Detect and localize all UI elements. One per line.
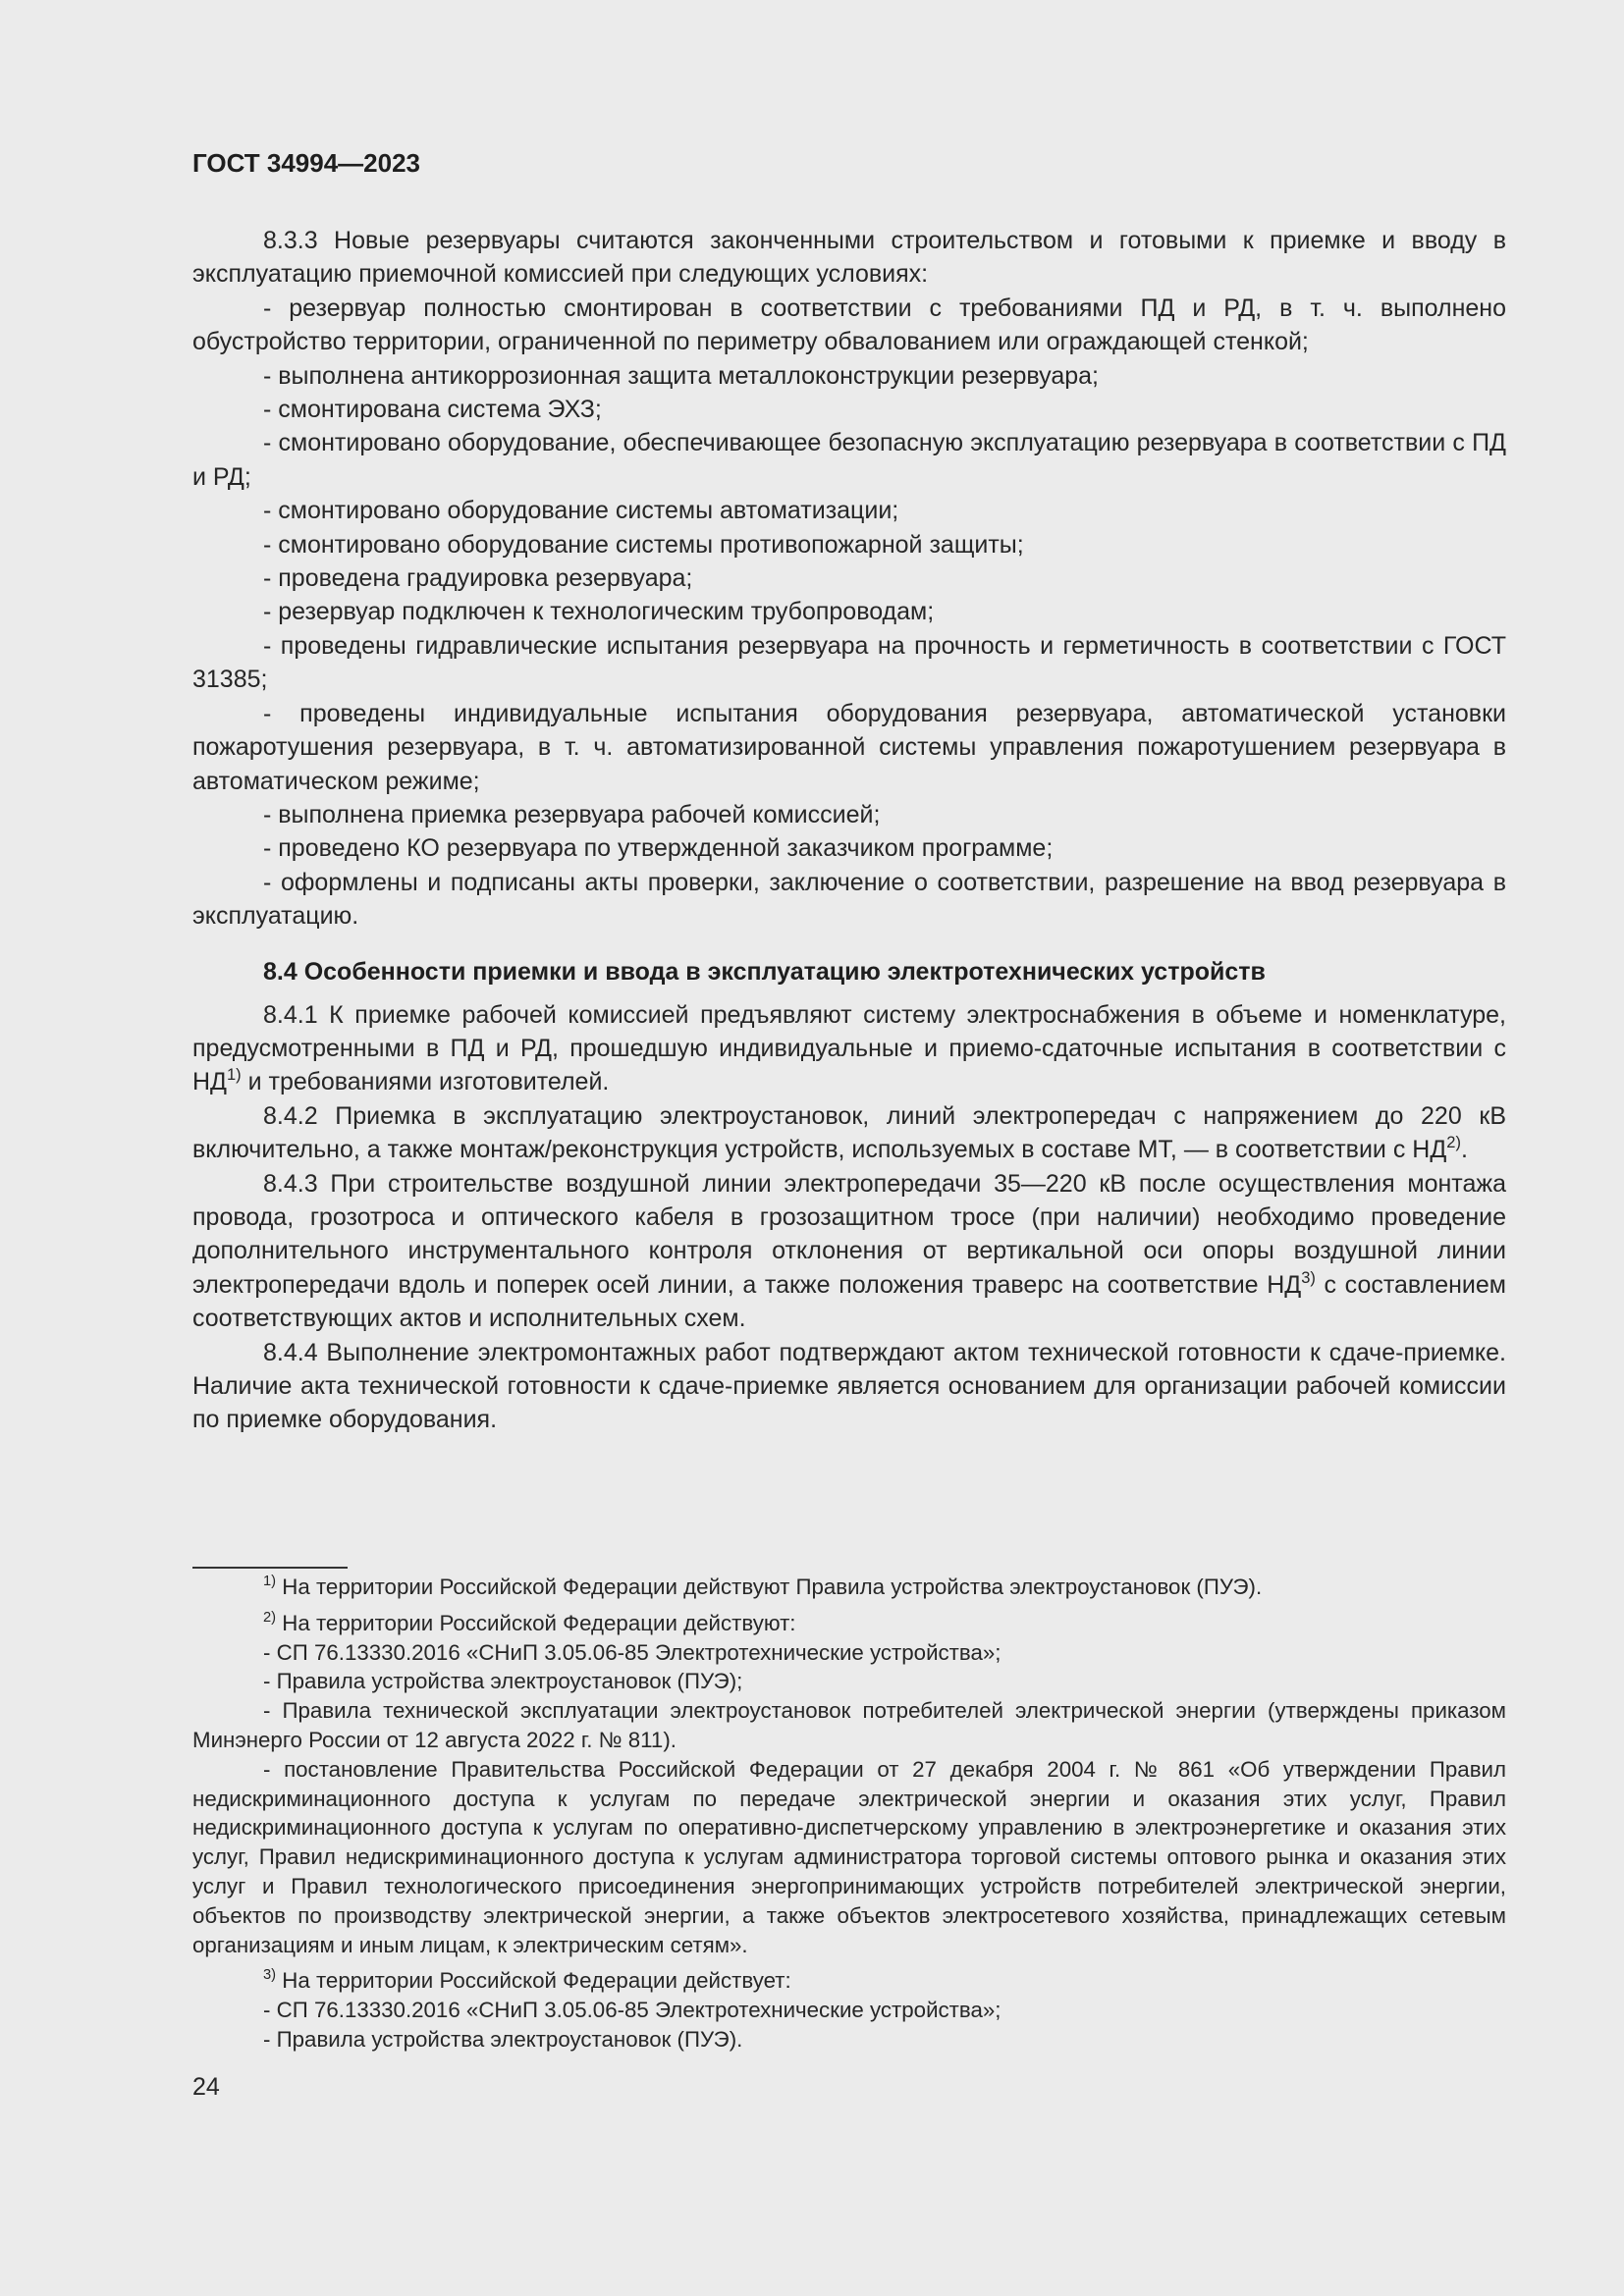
- list-item: - смонтирована система ЭХЗ;: [263, 396, 602, 424]
- paragraph-text: .: [1460, 1136, 1468, 1164]
- footnote-list-item: - СП 76.13330.2016 «СНиП 3.05.06-85 Электротехнические устройства»;: [263, 1639, 1001, 1665]
- paragraph-8-4-1: [192, 998, 1506, 1099]
- list-item: - выполнена антикоррозионная защита металлоконструкции резервуара;: [263, 361, 1099, 390]
- footnote-text: На территории Российской Федерации действуют:: [276, 1610, 796, 1635]
- footnote-ref-1[interactable]: 1): [227, 1066, 242, 1085]
- footnote-ref-2[interactable]: 2): [1446, 1134, 1461, 1152]
- footnote-text: На территории Российской Федерации действуют Правила устройства электроустановок (ПУЭ).: [276, 1575, 1263, 1599]
- main-text: [192, 224, 1506, 1437]
- paragraph-text: с составлением соответствующих актов и исполнительных схем.: [192, 1270, 1506, 1333]
- paragraph-text: 8.4.2 Приемка в эксплуатацию электроустановок, линий электропередач с напряжением до 220 кВ включительно, а также монтаж/реконструкция устройств, используемых в составе МТ, — в соответствии с НД: [192, 1101, 1506, 1164]
- footnote-list-item: - постановление Правительства Российской Федерации от 27 декабря 2004 г. № 861 «Об утверждении Правил недискриминационного доступа к услугам по передаче электрической энергии и оказания этих услуг, Правил недискриминационного доступа к услугам по оперативно-диспетчерскому управлению в электроэнергетике и оказания этих услуг, Правил недискриминационного доступа к услугам администратора торговой системы оптового рынка и оказания этих услуг и Правил технологического присоединения энергопринимающих устройств потребителей электрической энергии, объектов по производству электрической энергии, а также объектов электросетевого хозяйства, принадлежащих сетевым организациям и иным лицам, к электрическим сетям».: [192, 1756, 1506, 1957]
- paragraph-text: 8.4.3 При строительстве воздушной линии электропередачи 35—220 кВ после осуществления монтажа провода, грозотроса и оптического кабеля в грозозащитном тросе (при наличии) необходимо проведение дополнительного инструментального контроля отклонения от вертикальной оси опоры воздушной линии электропередачи вдоль и поперек осей линии, а также положения траверс на соответствие НД: [192, 1169, 1506, 1299]
- list-item: - проведена градуировка резервуара;: [263, 564, 693, 593]
- footnote-separator: [192, 1567, 348, 1569]
- footnote-list-item: - Правила устройства электроустановок (ПУЭ);: [263, 1669, 743, 1694]
- list-item: - выполнена приемка резервуара рабочей комиссией;: [263, 800, 881, 828]
- section-heading-8-4: 8.4 Особенности приемки и ввода в эксплуатацию электротехнических устройств: [263, 957, 1266, 986]
- list-item: - проведено КО резервуара по утвержденной заказчиком программе;: [263, 834, 1054, 863]
- footnote-ref-3[interactable]: 3): [1301, 1268, 1316, 1287]
- list-item: - резервуар подключен к технологическим трубопроводам;: [263, 598, 935, 626]
- footnote-text: На территории Российской Федерации действует:: [276, 1968, 791, 1994]
- list-item: - оформлены и подписаны акты проверки, заключение о соответствии, разрешение на ввод резервуара в эксплуатацию.: [192, 868, 1506, 931]
- page-number: 24: [192, 2073, 220, 2101]
- footnote-mark: 2): [263, 1609, 277, 1626]
- list-item: - смонтировано оборудование системы противопожарной защиты;: [263, 530, 1024, 559]
- footnote-list-item: - Правила технической эксплуатации электроустановок потребителей электрической энергии (утверждены приказом Минэнерго России от 12 августа 2022 г. № 811).: [192, 1698, 1506, 1752]
- list-item: - проведены гидравлические испытания резервуара на прочность и герметичность в соответствии с ГОСТ 31385;: [192, 631, 1506, 694]
- footnote-2: [192, 1609, 1506, 1638]
- footnote-mark: 3): [263, 1967, 277, 1984]
- footnote-1: [192, 1573, 1506, 1602]
- paragraph-text: 8.4.1 К приемке рабочей комиссией предъявляют систему электроснабжения в объеме и номенклатуре, предусмотренными в ПД и РД, прошедшую индивидуальные и приемо-сдаточные испытания в соответствии с НД: [192, 1000, 1506, 1096]
- footnotes: [192, 1573, 1506, 2055]
- list-item: - смонтировано оборудование, обеспечивающее безопасную эксплуатацию резервуара в соответствии с ПД и РД;: [192, 429, 1506, 491]
- footnote-list-item: - Правила устройства электроустановок (ПУЭ).: [263, 2026, 743, 2052]
- footnote-list-item: - СП 76.13330.2016 «СНиП 3.05.06-85 Электротехнические устройства»;: [263, 1998, 1001, 2023]
- paragraph-8-4-2: [192, 1099, 1506, 1167]
- list-item: - смонтировано оборудование системы автоматизации;: [263, 497, 899, 525]
- footnote-3: [192, 1966, 1506, 1996]
- paragraph-text: и требованиями изготовителей.: [241, 1068, 610, 1096]
- page-header-standard-title: ГОСТ 34994—2023: [192, 148, 420, 178]
- list-item: - резервуар полностью смонтирован в соответствии с требованиями ПД и РД, в т. ч. выполнено обустройство территории, ограниченной по периметру обвалованием или ограждающей стенкой;: [192, 294, 1506, 356]
- paragraph-8-3-3: 8.3.3 Новые резервуары считаются законченными строительством и готовыми к приемке и вводу в эксплуатацию приемочной комиссией при следующих условиях:: [192, 227, 1506, 289]
- footnote-mark: 1): [263, 1574, 277, 1590]
- list-item: - проведены индивидуальные испытания оборудования резервуара, автоматической установки пожаротушения резервуара, в т. ч. автоматизированной системы управления пожаротушением резервуара в автоматическом режиме;: [192, 699, 1506, 795]
- paragraph-8-4-3: [192, 1167, 1506, 1336]
- paragraph-8-4-4: 8.4.4 Выполнение электромонтажных работ подтверждают актом технической готовности к сдаче-приемке. Наличие акта технической готовности к сдаче-приемке является основанием для организации рабочей комиссии по приемке оборудования.: [192, 1338, 1506, 1434]
